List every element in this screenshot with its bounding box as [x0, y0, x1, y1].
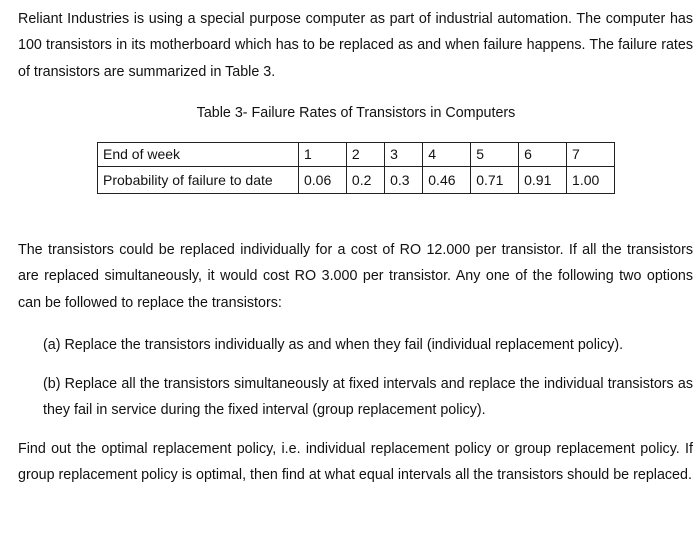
- row-label-probability: Probability of failure to date: [98, 167, 299, 194]
- probability-cell: 0.3: [385, 167, 423, 194]
- week-cell: 4: [423, 143, 471, 167]
- week-cell: 1: [299, 143, 347, 167]
- table-row: [98, 143, 615, 167]
- probability-cell: 0.46: [423, 167, 471, 194]
- intro-paragraph: Reliant Industries is using a special purpose computer as part of industrial automation. The computer has 100 transistors in its motherboard which has to be replaced as and when failure happens. The failure rates of transistors are summarized in Table 3.: [18, 11, 693, 80]
- probability-cell: 0.91: [519, 167, 567, 194]
- row-label-end-of-week: End of week: [98, 143, 299, 167]
- table-row: [98, 167, 615, 194]
- week-cell: 3: [385, 143, 423, 167]
- table-caption: Table 3- Failure Rates of Transistors in Computers: [196, 105, 516, 121]
- probability-cell: 1.00: [567, 167, 615, 194]
- week-cell: 6: [519, 143, 567, 167]
- option-a: (a) Replace the transistors individually as and when they fail (individual replacement policy).: [43, 337, 624, 353]
- option-b: (b) Replace all the transistors simultaneously at fixed intervals and replace the individual transistors as they fail in service during the fixed interval (group replacement policy).: [43, 376, 693, 419]
- probability-cell: 0.71: [471, 167, 519, 194]
- week-cell: 2: [346, 143, 384, 167]
- failure-rates-table: [97, 142, 615, 194]
- cost-paragraph: The transistors could be replaced individually for a cost of RO 12.000 per transistor. If all the transistors are replaced simultaneously, it would cost RO 3.000 per transistor. Any one of the following two options can be followed to replace the transistors:: [18, 242, 693, 311]
- week-cell: 5: [471, 143, 519, 167]
- week-cell: 7: [567, 143, 615, 167]
- probability-cell: 0.2: [346, 167, 384, 194]
- question-paragraph: Find out the optimal replacement policy, i.e. individual replacement policy or group replacement policy. If group replacement policy is optimal, then find at what equal intervals all the transistors should be replaced.: [18, 441, 693, 484]
- probability-cell: 0.06: [299, 167, 347, 194]
